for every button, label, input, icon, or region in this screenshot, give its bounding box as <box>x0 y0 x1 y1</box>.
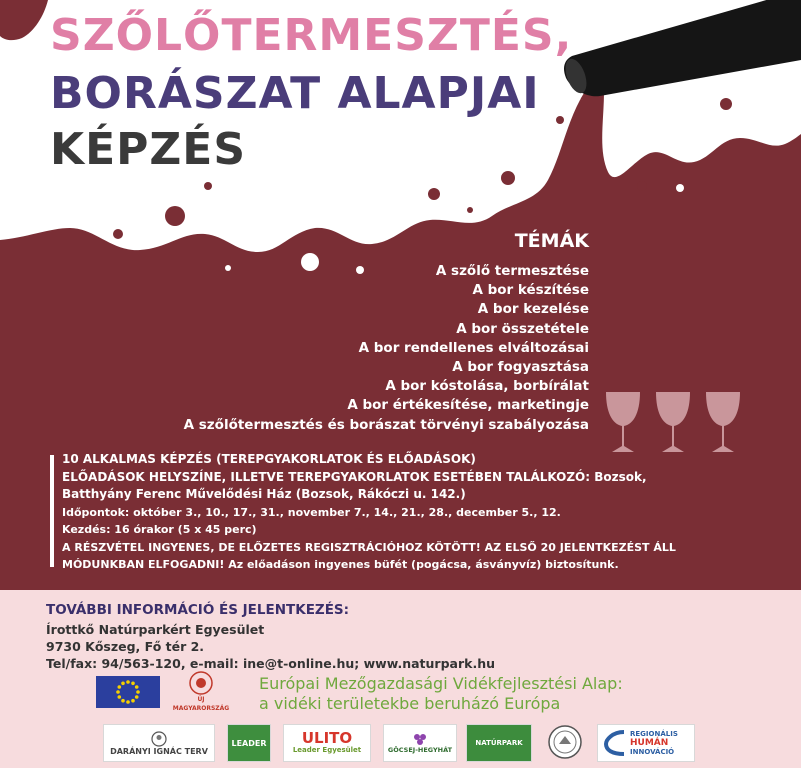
topic-item: A bor értékesítése, marketingje <box>347 397 589 414</box>
topic-item: A bor rendellenes elváltozásai <box>358 339 589 356</box>
regionalis-text <box>630 730 678 757</box>
eafrd-line-1: Európai Mezőgazdasági Vidékfejlesztési Alap: <box>259 674 623 693</box>
wine-drop <box>501 171 515 185</box>
daranyi-label: DARÁNYI IGNÁC TERV <box>110 746 208 756</box>
details-buffet: MÓDUNKBAN ELFOGADNI! Az előadáson ingyenes büfét (pogácsa, ásványvíz) biztosítunk. <box>62 558 619 571</box>
regionalis-line-1: REGIONÁLIS <box>630 729 678 738</box>
eafrd-line-2: a vidéki területekbe beruházó Európa <box>259 694 561 713</box>
leader-logo <box>227 724 271 762</box>
grape-icon <box>411 732 429 746</box>
topic-item: A bor kóstolása, borbírálat <box>385 378 589 395</box>
topic-item: A bor készítése <box>472 282 589 299</box>
umft-emblem-icon <box>189 671 213 695</box>
umft-logo <box>172 670 230 714</box>
eu-flag-logo <box>96 676 160 708</box>
wine-blob-top <box>0 0 48 40</box>
topic-item: A bor fogyasztása <box>452 359 589 376</box>
wine-drop <box>204 182 212 190</box>
regionalis-arc-icon <box>602 728 628 758</box>
wine-bubble <box>676 184 684 192</box>
info-contact[interactable]: Tel/fax: 94/563-120, e-mail: ine@t-online.hu; www.naturpark.hu <box>46 656 495 671</box>
naturpark-logo <box>466 724 532 762</box>
leader-label: LEADER <box>231 738 267 748</box>
wine-drop <box>165 206 185 226</box>
gocsej-logo <box>383 724 457 762</box>
details-course-count: 10 ALKALMAS KÉPZÉS (TEREPGYAKORLATOK ÉS ELŐADÁSOK) <box>62 452 476 466</box>
title-line-1: SZŐLŐTERMESZTÉS, <box>50 10 573 61</box>
regionalis-line-2: HUMÁN <box>630 737 669 748</box>
daranyi-portrait-icon <box>150 731 168 747</box>
details-dates: Időpontok: október 3., 10., 17., 31., november 7., 14., 21., 28., december 5., 12. <box>62 505 561 519</box>
ulito-sub-label: Leader Egyesület <box>292 746 362 754</box>
wine-drop <box>720 98 732 110</box>
course-details <box>62 451 762 574</box>
gocsej-label: GÖCSEJ-HEGYHÁT <box>387 745 453 754</box>
topics-list <box>184 262 589 435</box>
seal-icon <box>547 724 583 760</box>
daranyi-logo <box>103 724 215 762</box>
topic-item: A bor összetétele <box>456 320 589 337</box>
seal-logo <box>543 724 587 760</box>
details-registration: A RÉSZVÉTEL INGYENES, DE ELŐZETES REGISZTRÁCIÓHOZ KÖTÖTT! AZ ELSŐ 20 JELENTKEZÉST ÁLL <box>62 540 676 554</box>
regionalis-logo <box>597 724 695 762</box>
naturpark-label: NATÚRPARK <box>475 738 523 747</box>
ulito-logo <box>283 724 371 762</box>
umft-label: ÚJ MAGYARORSZÁG <box>172 696 230 712</box>
title-line-2: BORÁSZAT ALAPJAI <box>50 68 540 119</box>
title-line-3: KÉPZÉS <box>50 124 247 175</box>
details-start-time: Kezdés: 16 órakor (5 x 45 perc) <box>62 523 257 536</box>
topic-item: A szőlő termesztése <box>435 263 589 279</box>
wine-drop <box>113 229 123 239</box>
topics-heading: TÉMÁK <box>514 230 589 252</box>
wine-drop <box>637 181 647 191</box>
info-heading: TOVÁBBI INFORMÁCIÓ ÉS JELENTKEZÉS: <box>46 602 350 618</box>
details-divider <box>50 455 54 567</box>
wine-drop <box>428 188 440 200</box>
eu-stars-icon <box>96 676 160 708</box>
ulito-label: ULITO <box>301 729 353 747</box>
wine-drop <box>467 207 473 213</box>
wine-bottle <box>564 0 801 96</box>
details-location-label: ELŐADÁSOK HELYSZÍNE, ILLETVE TEREPGYAKORLATOK ESETÉBEN TALÁLKOZÓ: Bozsok, <box>62 469 647 484</box>
details-location: Batthyány Ferenc Művelődési Ház (Bozsok, Rákóczi u. 142.) <box>62 487 466 501</box>
info-address: 9730 Kőszeg, Fő tér 2. <box>46 639 205 654</box>
regionalis-line-3: INNOVÁCIÓ <box>630 747 675 756</box>
topic-item: A bor kezelése <box>477 301 589 318</box>
topic-item: A szőlőtermesztés és borászat törvényi szabályozása <box>183 416 589 433</box>
info-organization: Írottkő Natúrparkért Egyesület <box>46 622 265 637</box>
wine-drop <box>556 116 564 124</box>
